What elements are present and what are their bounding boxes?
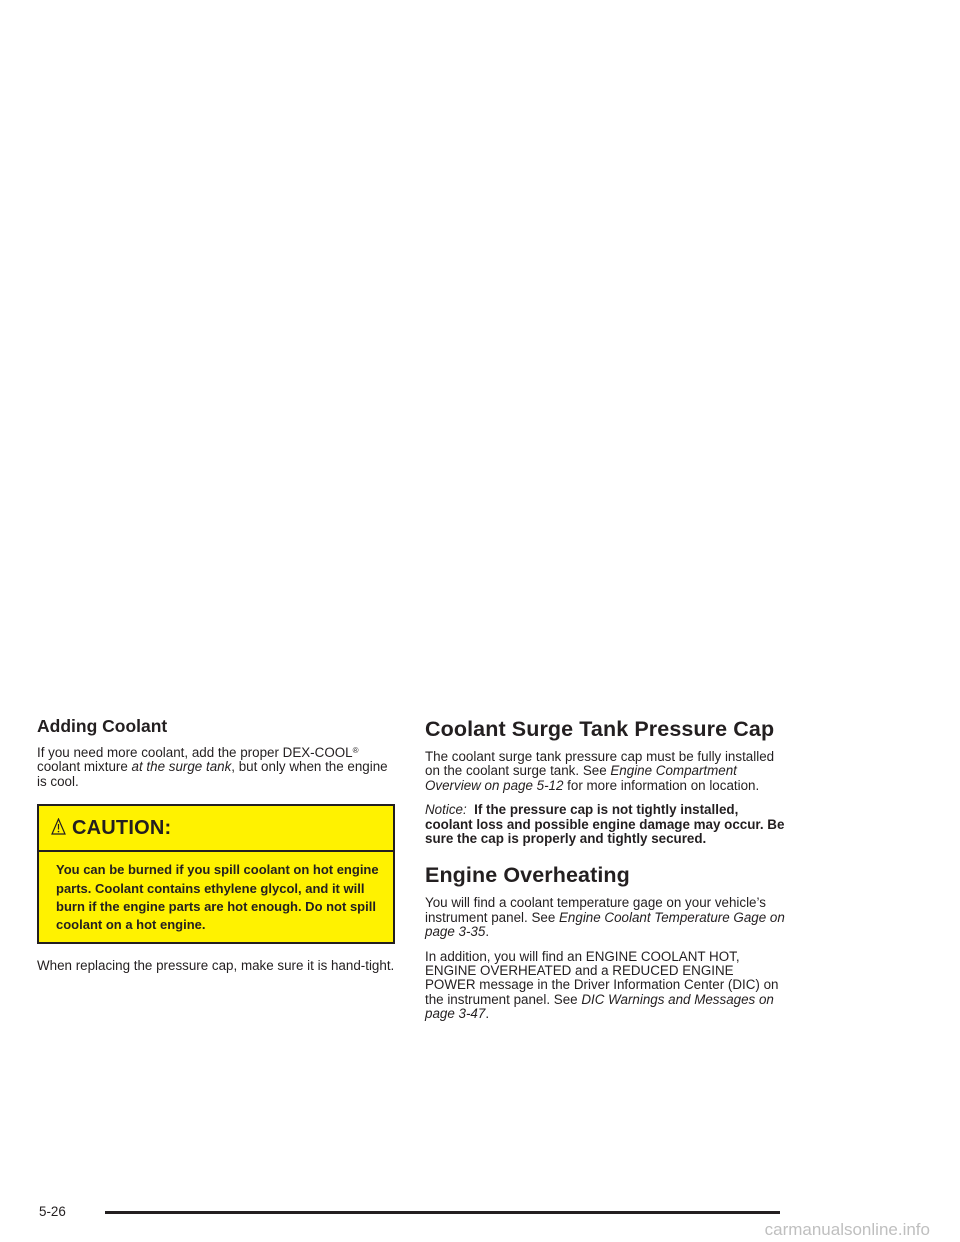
caution-title: CAUTION:: [72, 816, 172, 839]
text-run: .: [485, 1006, 490, 1022]
engine-overheating-heading: Engine Overheating: [425, 863, 630, 888]
warning-triangle-icon: [51, 818, 66, 836]
notice-text: If the pressure cap is not tightly installed, coolant loss and possible engine damage may occur. Be sure the cap is properly and tightly secured.: [425, 802, 785, 847]
text-run: If you need more coolant, add the proper DEX-COOL: [37, 745, 353, 760]
caution-text: You can be burned if you spill coolant on hot engine parts. Coolant contains ethylene glycol, and it will burn if the engine parts are hot enough. Do not spill coolant on a hot engine.: [39, 852, 393, 942]
text-run: In addition, you will find an ENGINE COOLANT HOT, ENGINE OVERHEATED and a REDUCED ENGINE POWER message in the Driver Information Center (DIC) on the instrument panel. See: [425, 948, 779, 1007]
pressure-cap-heading: Coolant Surge Tank Pressure Cap: [425, 717, 775, 741]
text-run: coolant mixture: [37, 759, 132, 775]
caution-box: [37, 804, 395, 944]
notice-label: Notice:: [425, 802, 467, 818]
notice-paragraph: [425, 803, 785, 846]
page-number: 5-26: [39, 1204, 66, 1219]
pressure-cap-paragraph: When replacing the pressure cap, make sure it is hand-tight.: [37, 958, 395, 974]
text-run: .: [485, 924, 490, 940]
temperature-gage-paragraph: [425, 896, 785, 939]
cross-reference-link[interactable]: Engine Compartment Overview on page 5-12: [425, 763, 737, 793]
footer-rule: [105, 1211, 780, 1214]
left-column: [37, 716, 395, 984]
watermark: carmanualsonline.info: [764, 1220, 930, 1239]
text-run: , but only when the engine is cool.: [37, 759, 388, 789]
adding-coolant-paragraph: [37, 746, 395, 789]
cross-reference-link[interactable]: DIC Warnings and Messages on page 3-47: [425, 991, 774, 1022]
registered-mark: ®: [352, 746, 359, 755]
text-run: You will find a coolant temperature gage on your vehicle’s instrument panel. See: [425, 895, 766, 925]
dic-messages-paragraph: [425, 950, 785, 1022]
caution-header: [39, 806, 393, 852]
cross-reference-link[interactable]: Engine Coolant Temperature Gage on page 3-35: [425, 909, 785, 940]
text-run: The coolant surge tank pressure cap must be fully installed on the coolant surge tank. See: [425, 749, 775, 779]
pressure-cap-info-paragraph: [425, 750, 785, 793]
right-column: [425, 716, 785, 1032]
adding-coolant-heading: Adding Coolant: [37, 716, 168, 736]
text-run: for more information on location.: [563, 777, 760, 793]
italic-text: at the surge tank: [131, 759, 232, 775]
